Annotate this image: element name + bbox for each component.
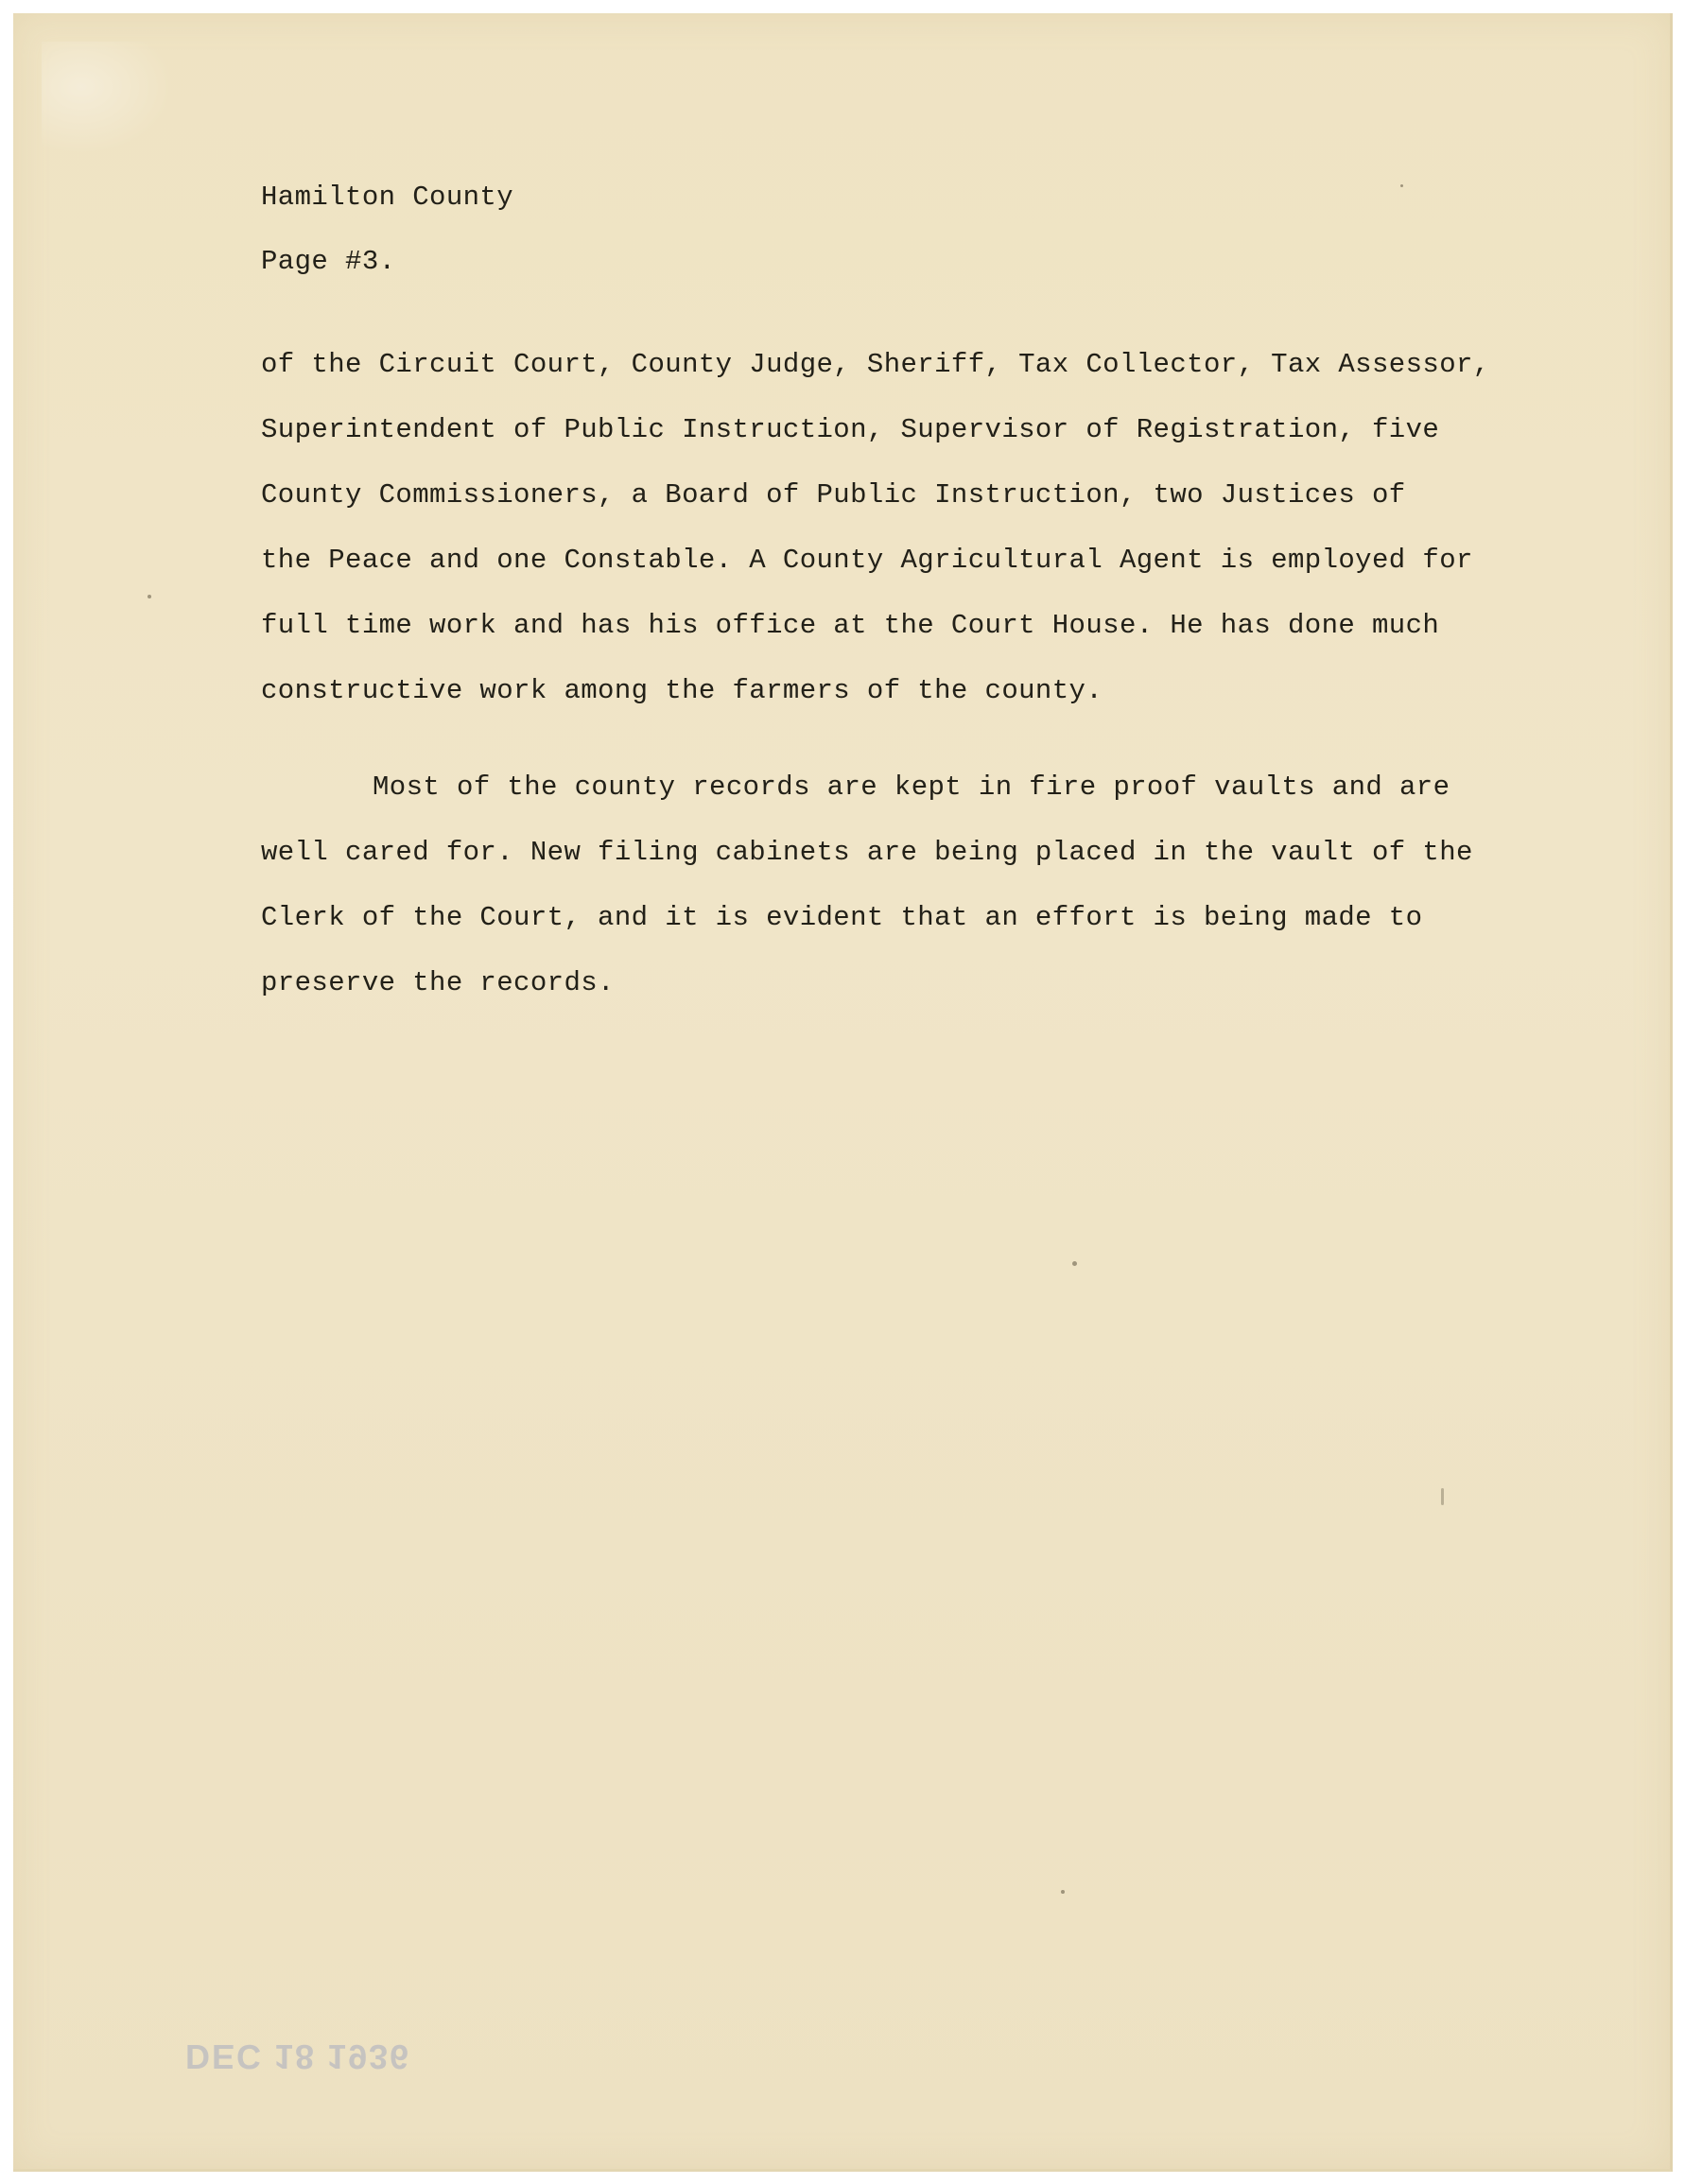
paragraph-1-line-1: of the Circuit Court, County Judge, Sheriff, Tax Collector, Tax Assessor,	[261, 349, 1490, 380]
paragraph-1-line-4: the Peace and one Constable. A County Agricultural Agent is employed for	[261, 545, 1473, 576]
paragraph-2-line-4: preserve the records.	[261, 967, 615, 998]
paragraph-2-line-3: Clerk of the Court, and it is evident that an effort is being made to	[261, 902, 1423, 933]
paper-mark	[1441, 1488, 1444, 1505]
paragraph-1-line-2: Superintendent of Public Instruction, Supervisor of Registration, five	[261, 414, 1440, 445]
page-number: Page #3.	[261, 246, 396, 277]
paper-speck	[148, 595, 151, 598]
document-page	[13, 13, 1673, 2172]
paper-speck	[1072, 1261, 1077, 1266]
paper-wear	[42, 42, 174, 155]
paragraph-1-line-5: full time work and has his office at the Court House. He has done much	[261, 610, 1440, 641]
paragraph-1-line-3: County Commissioners, a Board of Public Instruction, two Justices of	[261, 479, 1406, 511]
paragraph-2-line-1: Most of the county records are kept in fire proof vaults and are	[373, 771, 1450, 803]
paragraph-2-line-2: well cared for. New filing cabinets are being placed in the vault of the	[261, 837, 1473, 868]
county-heading: Hamilton County	[261, 182, 514, 213]
paper-speck	[1061, 1890, 1065, 1894]
received-date-stamp: DEC 18 1936	[185, 2037, 411, 2076]
paper-speck	[1400, 184, 1403, 187]
paragraph-1-line-6: constructive work among the farmers of the county.	[261, 675, 1103, 706]
